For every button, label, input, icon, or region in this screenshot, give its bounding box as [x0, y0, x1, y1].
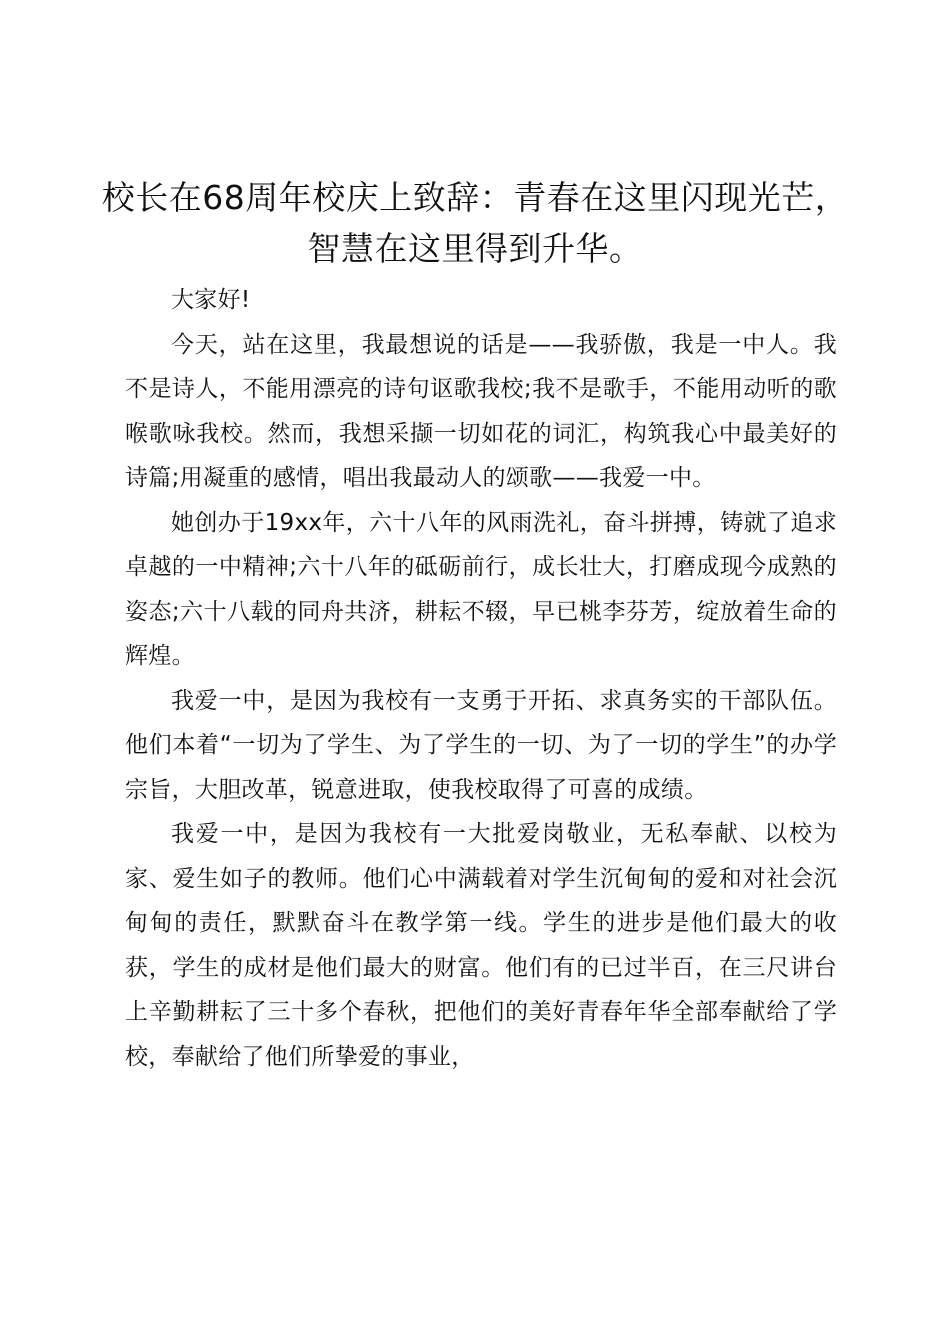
paragraph-4: 我爱一中，是因为我校有一大批爱岗敬业，无私奉献、以校为家、爱生如子的教师。他们心中满载着对学生沉甸甸的爱和对社会沉甸甸的责任，默默奋斗在教学第一线。学生的进步是他们最大的收获，学生的成材是他们最大的财富。他们有的已过半百，在三尺讲台上辛勤耕耘了三十多个春秋，把他们的美好青春年华全部奉献给了学校，奉献给了他们所挚爱的事业， [125, 821, 837, 1070]
paragraph-2: 她创办于19xx年，六十八年的风雨洗礼，奋斗拼搏，铸就了追求卓越的一中精神;六十八年的砥砺前行，成长壮大，打磨成现今成熟的姿态;六十八载的同舟共济，耕耘不辍，早已桃李芬芳，绽放着生命的辉煌。 [125, 509, 837, 669]
document-title: 校长在68周年校庆上致辞：青春在这里闪现光芒，智慧在这里得到升华。 [101, 178, 849, 268]
paragraph-3: 我爱一中，是因为我校有一支勇于开拓、求真务实的干部队伍。他们本着“一切为了学生、为了学生的一切、为了一切的学生”的办学宗旨，大胆改革，锐意进取，使我校取得了可喜的成绩。 [125, 687, 837, 803]
paragraph-1: 今天，站在这里，我最想说的话是——我骄傲，我是一中人。我不是诗人，不能用漂亮的诗句讴歌我校;我不是歌手，不能用动听的歌喉歌咏我校。然而，我想采撷一切如花的词汇，构筑我心中最美好的诗篇;用凝重的感情，唱出我最动人的颂歌——我爱一中。 [125, 331, 837, 491]
document-body [125, 278, 837, 1079]
paragraph-greeting: 大家好! [171, 287, 251, 313]
